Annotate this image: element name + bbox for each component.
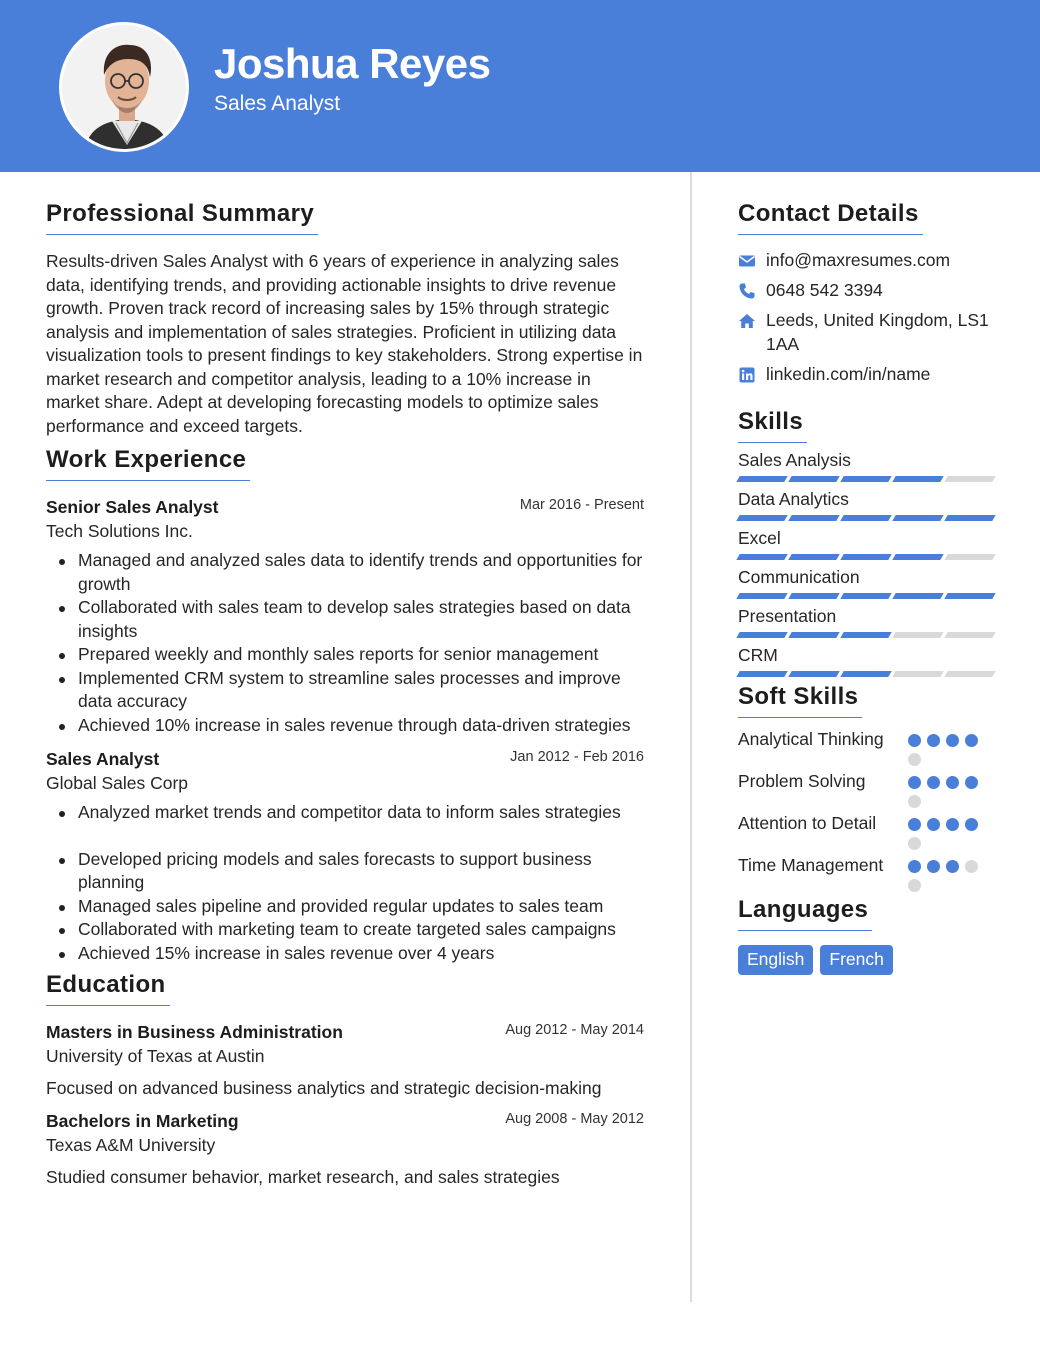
rating-dot: [965, 818, 978, 831]
soft-skill-item: [738, 770, 994, 808]
languages-section: [738, 896, 994, 975]
rating-dot: [927, 860, 940, 873]
profile-photo: [62, 25, 189, 152]
rating-dot: [908, 753, 921, 766]
summary-heading: Professional Summary: [46, 200, 318, 235]
skill-level-segment: [892, 671, 943, 677]
envelope-icon: [738, 252, 756, 270]
skill-level-segment: [840, 515, 891, 521]
job-title: Sales Analyst: [46, 749, 160, 769]
summary-section: [46, 200, 646, 438]
skills-list: [738, 450, 994, 677]
soft-skill-item: [738, 854, 994, 892]
skill-item: [738, 528, 994, 560]
sidebar-column: [738, 200, 994, 975]
skill-level-segment: [944, 515, 995, 521]
column-divider: [690, 172, 692, 1302]
skill-level-segment: [892, 593, 943, 599]
soft-skills-section: [738, 683, 994, 892]
email-text: info@maxresumes.com: [766, 250, 951, 270]
contact-linkedin[interactable]: [738, 363, 994, 387]
rating-dot: [946, 734, 959, 747]
skill-level-segment: [944, 554, 995, 560]
bullet-item: Prepared weekly and monthly sales reports for senior management: [46, 643, 646, 667]
bullet-item: Achieved 10% increase in sales revenue through data-driven strategies: [46, 714, 646, 738]
rating-dot: [965, 776, 978, 789]
skill-level-bar: [738, 593, 994, 599]
soft-skill-name: Analytical Thinking: [738, 729, 884, 749]
skill-level-segment: [840, 593, 891, 599]
soft-skill-name: Problem Solving: [738, 771, 866, 791]
skill-level-segment: [788, 632, 839, 638]
main-column: [46, 200, 646, 1188]
skill-level-segment: [736, 671, 787, 677]
bullet-item: Collaborated with sales team to develop sales strategies based on data insights: [46, 596, 646, 643]
rating-dot: [965, 860, 978, 873]
bullet-item: Achieved 15% increase in sales revenue over 4 years: [46, 942, 646, 966]
skill-level-segment: [788, 476, 839, 482]
rating-dot: [946, 776, 959, 789]
skill-item: [738, 645, 994, 677]
degree-date: Aug 2008 - May 2012: [505, 1111, 644, 1127]
summary-text: Results-driven Sales Analyst with 6 years of experience in analyzing sales data, identifying trends, and providing actionable insights to drive revenue growth. Proven track record of increasing sales by 15% through strategic analysis and implementation of sales strategies. Proficient in utilizing data visualization tools to present findings to key stakeholders. Strong expertise in market research and competitor analysis, leading to a 10% increase in market share. Adept at developing forecasting models to optimize sales performance and exceed targets.: [46, 251, 643, 436]
soft-skill-item: [738, 728, 994, 766]
soft-skill-rating: [908, 854, 988, 892]
job-date: Mar 2016 - Present: [519, 497, 644, 513]
skill-level-segment: [736, 476, 787, 482]
rating-dot: [908, 879, 921, 892]
rating-dot: [908, 795, 921, 808]
degree-title: Masters in Business Administration: [46, 1022, 343, 1042]
rating-dot: [965, 734, 978, 747]
skill-name: Sales Analysis: [738, 450, 851, 470]
contact-heading: Contact Details: [738, 200, 923, 235]
linkedin-icon: [738, 366, 756, 384]
bullet-item: Implemented CRM system to streamline sales processes and improve data accuracy: [46, 667, 646, 714]
home-icon: [738, 312, 756, 330]
school-name: Texas A&M University: [46, 1135, 216, 1155]
skill-level-segment: [892, 554, 943, 560]
skill-level-segment: [944, 632, 995, 638]
skill-level-segment: [788, 515, 839, 521]
rating-dot: [908, 734, 921, 747]
skill-level-segment: [736, 632, 787, 638]
contact-address: [738, 309, 994, 356]
experience-section: [46, 446, 646, 965]
candidate-role: Sales Analyst: [214, 92, 341, 115]
phone-text: 0648 542 3394: [766, 280, 883, 300]
skill-level-segment: [788, 554, 839, 560]
languages-list: [738, 945, 994, 975]
soft-skill-rating: [908, 770, 988, 808]
skill-name: CRM: [738, 645, 778, 665]
soft-skills-heading: Soft Skills: [738, 683, 862, 718]
skill-level-segment: [736, 515, 787, 521]
header-banner: [0, 0, 1040, 172]
soft-skill-name: Attention to Detail: [738, 813, 877, 833]
soft-skill-rating: [908, 812, 988, 850]
skill-level-segment: [840, 632, 891, 638]
skill-name: Communication: [738, 567, 860, 587]
skill-level-segment: [892, 476, 943, 482]
rating-dot: [908, 776, 921, 789]
education-heading: Education: [46, 971, 170, 1006]
skill-item: [738, 567, 994, 599]
experience-heading: Work Experience: [46, 446, 250, 481]
education-entry: [46, 1111, 646, 1188]
skill-level-bar: [738, 476, 994, 482]
bullet-item: Developed pricing models and sales forecasts to support business planning: [46, 848, 646, 895]
skill-level-bar: [738, 632, 994, 638]
skill-name: Presentation: [738, 606, 837, 626]
languages-heading: Languages: [738, 896, 872, 931]
skill-level-bar: [738, 671, 994, 677]
candidate-name: Joshua Reyes: [214, 40, 491, 87]
rating-dot: [946, 818, 959, 831]
phone-icon: [738, 282, 756, 300]
rating-dot: [908, 837, 921, 850]
address-text: Leeds, United Kingdom, LS1 1AA: [766, 310, 989, 354]
skill-level-bar: [738, 554, 994, 560]
job-bullets: [46, 549, 646, 737]
job-bullets: [46, 801, 646, 965]
contact-phone[interactable]: [738, 279, 994, 303]
job-title: Senior Sales Analyst: [46, 497, 219, 517]
skill-level-segment: [944, 671, 995, 677]
skill-level-segment: [892, 515, 943, 521]
degree-description: Focused on advanced business analytics and strategic decision-making: [46, 1078, 602, 1098]
skill-level-segment: [944, 476, 995, 482]
skill-level-segment: [788, 593, 839, 599]
skill-level-segment: [840, 476, 891, 482]
bullet-item: Managed sales pipeline and provided regular updates to sales team: [46, 895, 646, 919]
language-tag: French: [820, 945, 892, 975]
bullet-item: Collaborated with marketing team to create targeted sales campaigns: [46, 918, 646, 942]
skill-level-bar: [738, 515, 994, 521]
degree-date: Aug 2012 - May 2014: [505, 1022, 644, 1038]
degree-description: Studied consumer behavior, market research, and sales strategies: [46, 1167, 560, 1187]
job-company: Global Sales Corp: [46, 773, 189, 793]
bullet-item: Managed and analyzed sales data to identify trends and opportunities for growth: [46, 549, 646, 596]
skill-level-segment: [736, 554, 787, 560]
skill-level-segment: [840, 671, 891, 677]
rating-dot: [927, 734, 940, 747]
job-date: Jan 2012 - Feb 2016: [510, 749, 644, 765]
bullet-item: Analyzed market trends and competitor data to inform sales strategies: [46, 801, 646, 825]
job-entry: [46, 497, 646, 737]
skill-level-segment: [944, 593, 995, 599]
avatar: [59, 22, 189, 152]
soft-skills-list: [738, 728, 994, 892]
linkedin-text: linkedin.com/in/name: [766, 363, 931, 384]
skill-name: Data Analytics: [738, 489, 849, 509]
skill-item: [738, 450, 994, 482]
skill-item: [738, 489, 994, 521]
skill-name: Excel: [738, 528, 781, 548]
school-name: University of Texas at Austin: [46, 1046, 265, 1066]
skill-item: [738, 606, 994, 638]
soft-skill-name: Time Management: [738, 855, 884, 875]
language-tag: English: [738, 945, 813, 975]
education-entry: [46, 1022, 646, 1099]
contact-list: [738, 249, 994, 386]
soft-skill-rating: [908, 728, 988, 766]
rating-dot: [908, 860, 921, 873]
contact-section: [738, 200, 994, 386]
rating-dot: [927, 818, 940, 831]
skill-level-segment: [840, 554, 891, 560]
job-company: Tech Solutions Inc.: [46, 521, 193, 541]
soft-skill-item: [738, 812, 994, 850]
contact-email[interactable]: [738, 249, 994, 273]
education-section: [46, 971, 646, 1188]
skills-section: [738, 408, 994, 677]
skill-level-segment: [892, 632, 943, 638]
degree-title: Bachelors in Marketing: [46, 1111, 239, 1131]
rating-dot: [927, 776, 940, 789]
skill-level-segment: [736, 593, 787, 599]
job-entry: [46, 749, 646, 965]
rating-dot: [946, 860, 959, 873]
skills-heading: Skills: [738, 408, 807, 443]
rating-dot: [908, 818, 921, 831]
skill-level-segment: [788, 671, 839, 677]
